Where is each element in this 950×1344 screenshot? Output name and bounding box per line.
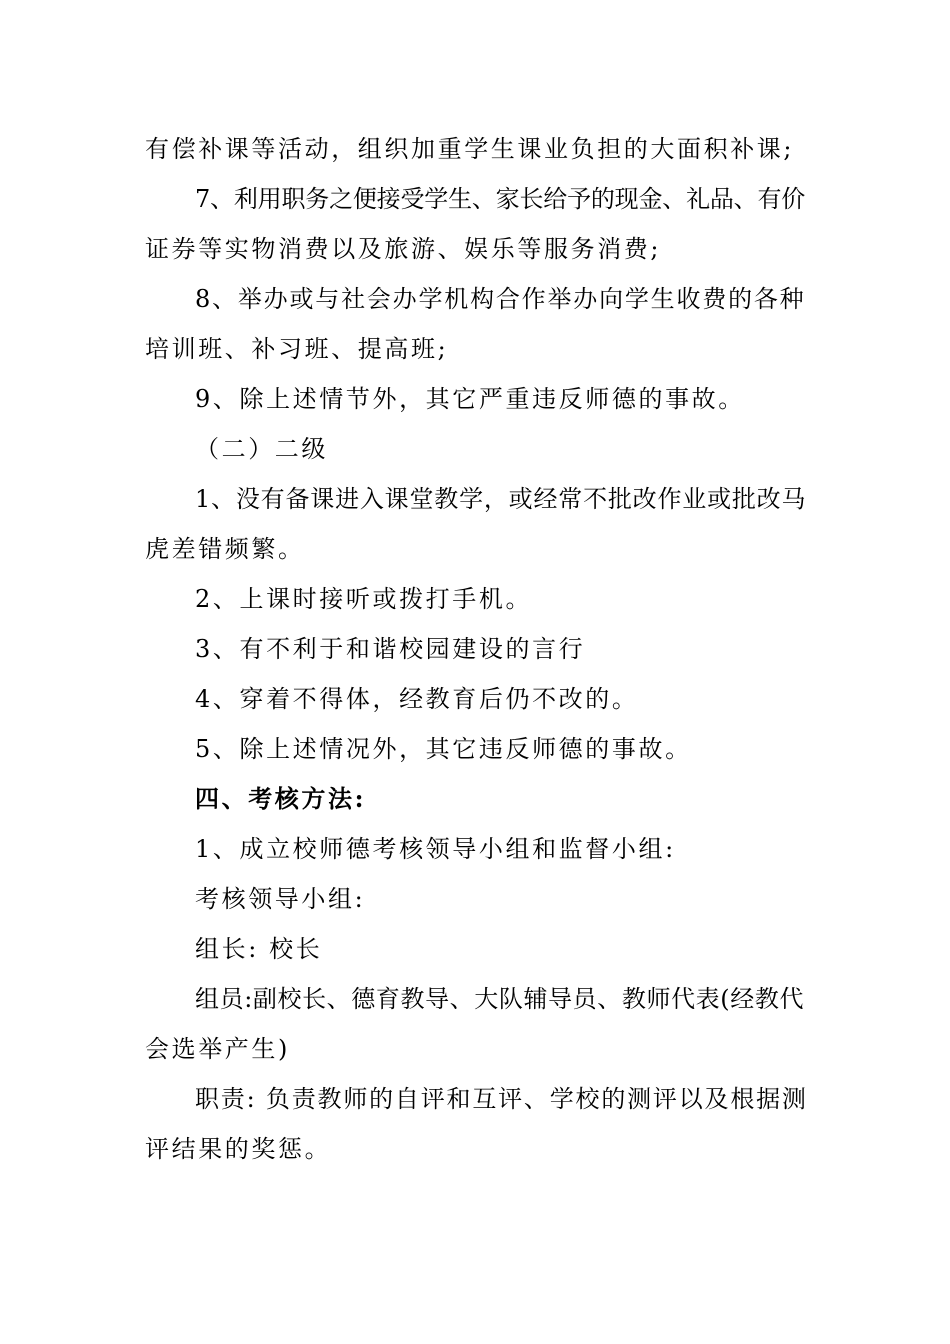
text-line: 9、除上述情节外，其它严重违反师德的事故。 [195, 385, 745, 413]
text-line: 5、除上述情况外，其它违反师德的事故。 [195, 735, 692, 763]
text-line: 3、有不利于和谐校园建设的言行 [195, 635, 586, 663]
text-line: 考核领导小组: [195, 885, 366, 913]
text-line: 培训班、补习班、提高班; [145, 335, 449, 363]
text-line: 1、没有备课进入课堂教学，或经常不批改作业或批改马 [195, 485, 807, 513]
section-heading: 四、考核方法: [195, 784, 367, 813]
text-line: 组员:副校长、德育教导、大队辅导员、教师代表(经教代 [195, 985, 805, 1013]
text-line: 8、举办或与社会办学机构合作举办向学生收费的各种 [195, 285, 806, 313]
text-line: （二）二级 [195, 435, 328, 463]
text-line: 有偿补课等活动，组织加重学生课业负担的大面积补课; [145, 135, 795, 163]
text-line: 虎差错频繁。 [145, 535, 305, 563]
text-line: 评结果的奖惩。 [145, 1135, 332, 1163]
text-line: 7、利用职务之便接受学生、家长给予的现金、礼品、有价 [195, 185, 806, 213]
text-line: 2、上课时接听或拨打手机。 [195, 585, 533, 613]
text-line: 4、穿着不得体，经教育后仍不改的。 [195, 685, 639, 713]
text-line: 1、成立校师德考核领导小组和监督小组: [195, 835, 676, 863]
text-line: 会选举产生) [145, 1035, 290, 1063]
text-line: 组长: 校长 [195, 935, 323, 963]
text-line: 证券等实物消费以及旅游、娱乐等服务消费; [145, 235, 662, 263]
document-body [145, 124, 807, 1174]
text-line: 职责: 负责教师的自评和互评、学校的测评以及根据测 [195, 1085, 808, 1113]
